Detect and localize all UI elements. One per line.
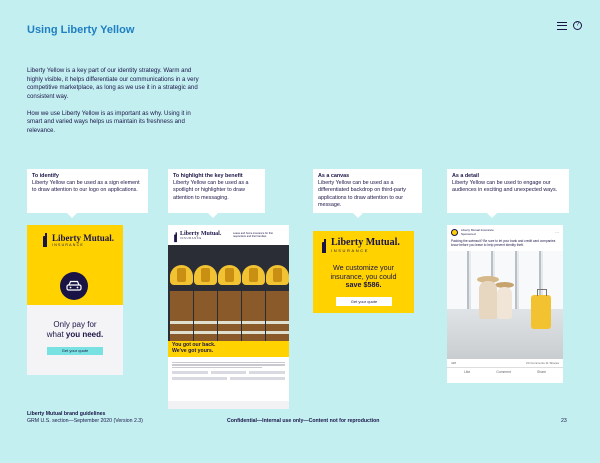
like-button[interactable]: Like [464, 370, 471, 375]
example-print-ad [168, 225, 289, 409]
avatar[interactable] [451, 229, 458, 236]
highlight-line2: We've got yours. [172, 348, 214, 354]
print-ad-header [168, 225, 289, 245]
yellow-suitcase [531, 295, 551, 329]
get-quote-button[interactable]: Get your quote [336, 297, 392, 306]
post-header [447, 225, 563, 238]
ad-headline-line1: Only pay for [53, 320, 97, 329]
ad-headline [27, 320, 123, 340]
comment-count: 20 Comments 11 Shares [526, 361, 559, 366]
more-options-icon[interactable]: ··· [555, 230, 559, 236]
help-icon[interactable]: ? [573, 21, 582, 30]
callout-heading: As a detail [452, 173, 479, 179]
example-banner-ad [313, 231, 414, 313]
post-text: Packing the swimsuit? Be sure to let your bank and credit card companies know before you leave to help prevent identity theft. [451, 239, 556, 248]
sponsored-label: Sponsored [461, 231, 476, 236]
intro-paragraph: How we use Liberty Yellow is as important as why. Using it in smart and varied ways helps us maintain its freshness and relevance. [27, 109, 191, 135]
yellow-sign-panel [27, 225, 123, 305]
comment-button[interactable]: Comment [496, 370, 511, 375]
doc-title: Liberty Mutual brand guidelines [27, 411, 106, 417]
print-ad-footer [168, 401, 289, 409]
callout-text: Liberty Yellow can be used as a spotlight or highlighter to draw attention to messaging. [173, 180, 249, 201]
callout-heading: To highlight the key benefit [173, 173, 243, 179]
firefighter-gear-photo [168, 245, 289, 357]
statue-icon [320, 239, 328, 253]
intro-text [27, 67, 207, 136]
logo-tagline: INSURANCE [331, 248, 369, 253]
liberty-mutual-logo [172, 231, 221, 240]
callout-text: Liberty Yellow can be used as a differentiated backdrop on third-party applications to draw attention to our message. [318, 180, 407, 208]
menu-icon[interactable] [557, 22, 567, 30]
post-actions [447, 367, 563, 376]
ad-headline-line2: what you need. [46, 330, 104, 339]
car-icon [60, 272, 88, 300]
callout-heading: As a canvas [318, 173, 350, 179]
page-number: 23 [561, 418, 567, 424]
callout-canvas [313, 169, 422, 213]
print-ad-header-text: Leave and home insurance for first responders and their families [233, 231, 273, 238]
callout-text: Liberty Yellow can be used to engage our audiences in exciting and unexpected ways. [452, 180, 558, 194]
ad-headline-emphasis: you need. [65, 330, 104, 339]
top-nav [557, 21, 582, 30]
page-title: Using Liberty Yellow [27, 24, 135, 36]
footer-doc-info [27, 411, 143, 424]
share-button[interactable]: Share [536, 370, 546, 375]
banner-savings: save $586. [345, 280, 382, 290]
intro-paragraph: Liberty Yellow is a key part of our identity strategy. Warm and highly visible, it helps differentiate our communications in a very competitive marketplace, as long as we use it in a strategic and consistent way. [27, 67, 199, 100]
logo-wordmark: Liberty Mutual. [331, 237, 400, 248]
example-social-post [447, 225, 563, 383]
statue-icon [173, 232, 177, 238]
page-name[interactable]: Liberty Mutual Insurance [461, 228, 494, 232]
logo-tagline: INSURANCE [52, 242, 84, 247]
callout-identify [27, 169, 148, 213]
print-ad-body [168, 357, 289, 383]
get-quote-button[interactable]: Get your quote [47, 347, 103, 355]
logo-wordmark: Liberty Mutual. [52, 232, 114, 243]
callout-detail [447, 169, 569, 213]
logo-wordmark: Liberty Mutual. [180, 230, 222, 237]
highlight-line1: You got our back. [172, 342, 216, 348]
post-stats [447, 359, 563, 367]
logo-tagline: INSURANCE [180, 236, 202, 240]
example-mobile-ad [27, 225, 123, 375]
statue-icon [41, 233, 49, 247]
reaction-count: 428 [451, 361, 457, 366]
liberty-mutual-logo [41, 233, 114, 247]
liberty-mutual-logo [320, 238, 400, 253]
airport-travelers-photo [447, 251, 563, 359]
callout-highlight [168, 169, 265, 213]
callout-text: Liberty Yellow can be used as a sign element to draw attention to our logo on applications. [32, 180, 140, 194]
confidential-notice: Confidential—Internal use only—Content not for reproduction [227, 418, 380, 424]
doc-subtitle: GRM U.S. section—September 2020 (Version 2.3) [27, 417, 143, 424]
yellow-highlight-band [168, 341, 289, 357]
banner-message: We customize your insurance, you could save $586. [330, 263, 397, 290]
callout-heading: To identify [32, 173, 59, 179]
